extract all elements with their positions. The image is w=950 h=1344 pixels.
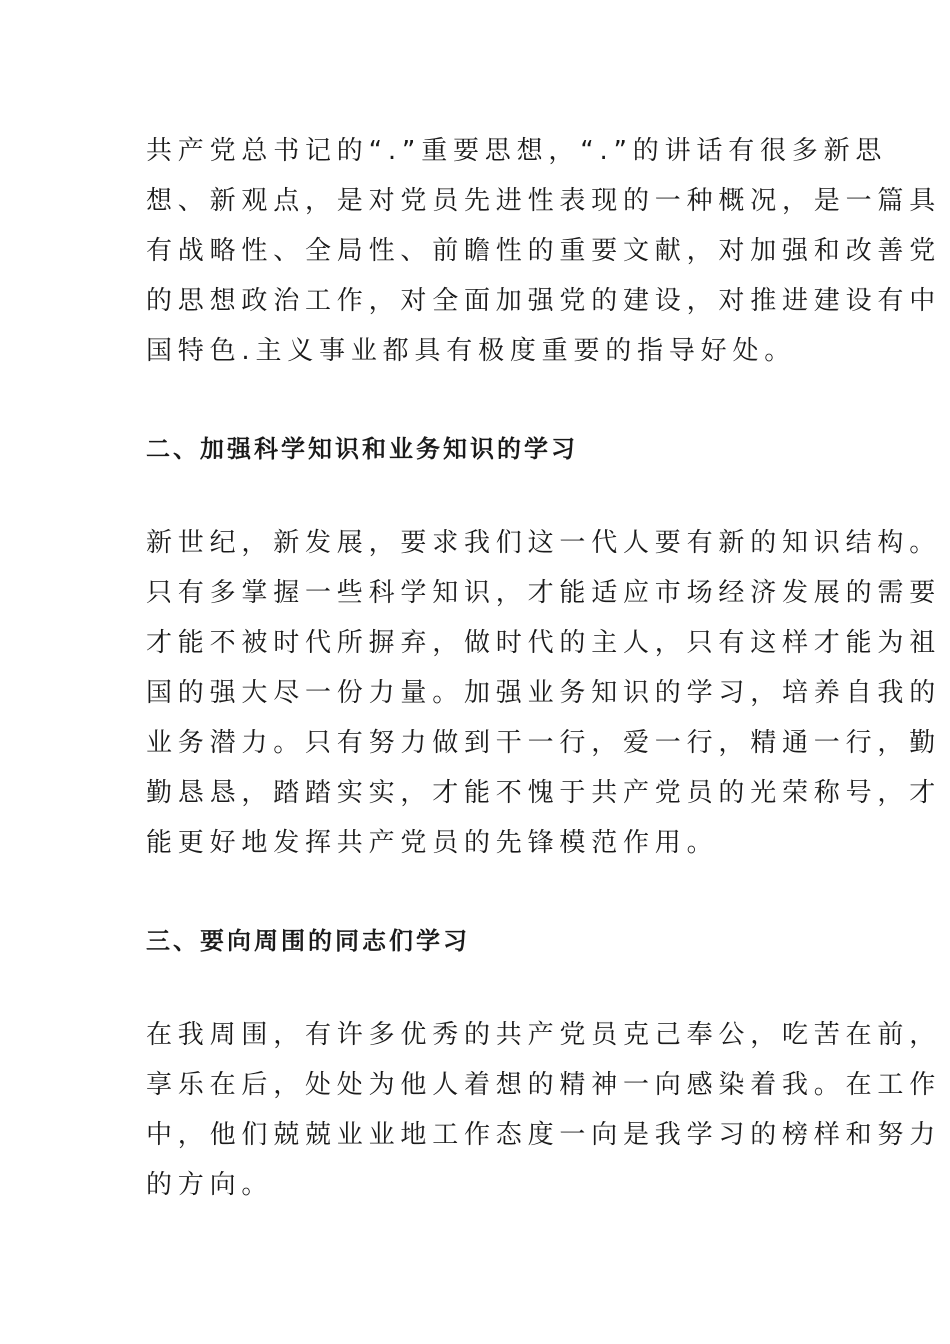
paragraph-line: 共产党总书记的“.”重要思想，“.”的讲话有很多新思 bbox=[146, 136, 888, 166]
paragraph-line: 新世纪，新发展，要求我们这一代人要有新的知识结构。 bbox=[146, 528, 942, 558]
paragraph-3 bbox=[146, 1010, 942, 1210]
paragraph-line: 想、新观点，是对党员先进性表现的一种概况，是一篇具 bbox=[146, 186, 942, 216]
paragraph-2 bbox=[146, 518, 942, 868]
paragraph-line: 国的强大尽一份力量。加强业务知识的学习，培养自我的 bbox=[146, 678, 942, 708]
paragraph-line: 的思想政治工作，对全面加强党的建设，对推进建设有中 bbox=[146, 286, 942, 316]
paragraph-line: 才能不被时代所摒弃，做时代的主人，只有这样才能为祖 bbox=[146, 628, 942, 658]
spacer bbox=[146, 966, 810, 1010]
paragraph-1 bbox=[146, 126, 942, 376]
paragraph-line: 勤恳恳，踏踏实实，才能不愧于共产党员的光荣称号，才 bbox=[146, 778, 942, 808]
paragraph-line: 国特色.主义事业都具有极度重要的指导好处。 bbox=[146, 336, 797, 366]
document-page bbox=[146, 126, 942, 1210]
paragraph-line: 在我周围，有许多优秀的共产党员克己奉公，吃苦在前， bbox=[146, 1020, 942, 1050]
paragraph-line: 能更好地发挥共产党员的先锋模范作用。 bbox=[146, 828, 719, 858]
section-heading-3: 三、要向周围的同志们学习 bbox=[146, 927, 470, 955]
spacer bbox=[146, 868, 810, 916]
paragraph-line: 业务潜力。只有努力做到干一行，爱一行，精通一行，勤 bbox=[146, 728, 942, 758]
section-heading-2: 二、加强科学知识和业务知识的学习 bbox=[146, 435, 578, 463]
paragraph-line: 的方向。 bbox=[146, 1170, 274, 1200]
spacer bbox=[146, 376, 810, 424]
paragraph-line: 中，他们兢兢业业地工作态度一向是我学习的榜样和努力 bbox=[146, 1120, 942, 1150]
paragraph-line: 享乐在后，处处为他人着想的精神一向感染着我。在工作 bbox=[146, 1070, 942, 1100]
spacer bbox=[146, 474, 810, 518]
paragraph-line: 只有多掌握一些科学知识，才能适应市场经济发展的需要 bbox=[146, 578, 942, 608]
paragraph-line: 有战略性、全局性、前瞻性的重要文献，对加强和改善党 bbox=[146, 236, 942, 266]
